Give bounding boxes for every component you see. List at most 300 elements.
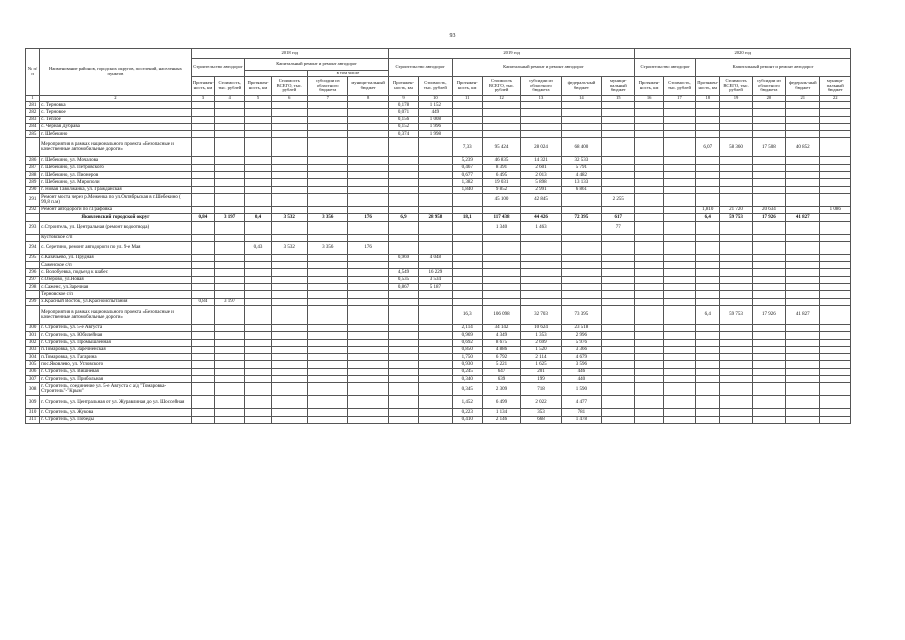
cell-col-6 (271, 193, 307, 206)
cell-col-14: 5 791 (561, 164, 601, 171)
row-number: 295 (26, 254, 40, 261)
cell-col-7 (308, 291, 348, 298)
cell-col-18 (696, 383, 720, 396)
cell-col-16 (635, 361, 663, 368)
cell-col-20 (752, 221, 785, 234)
cell-col-6 (271, 305, 307, 324)
cell-col-10 (419, 396, 452, 409)
cell-col-13 (521, 241, 561, 254)
cell-col-18 (696, 396, 720, 409)
cell-col-8 (348, 368, 388, 375)
cell-col-17 (663, 123, 695, 130)
cell-col-6 (271, 123, 307, 130)
cell-col-18 (696, 354, 720, 361)
cell-col-20 (752, 157, 785, 164)
cell-col-16 (635, 346, 663, 353)
cell-col-8 (348, 269, 388, 276)
cell-col-6 (271, 324, 307, 331)
cell-col-3: 0,84 (191, 214, 214, 221)
cell-col-4 (215, 123, 245, 130)
cell-col-11 (452, 221, 482, 234)
row-number: 281 (26, 102, 40, 109)
cell-col-11: 1,452 (452, 396, 482, 409)
cell-col-19 (720, 109, 752, 116)
cell-col-5 (245, 284, 271, 291)
table-row (26, 332, 851, 339)
header-year-2019: 2019 год (388, 49, 635, 59)
cell-col-20 (752, 131, 785, 138)
cell-col-18 (696, 409, 720, 416)
cell-col-4 (215, 324, 245, 331)
cell-col-10: 1 152 (419, 102, 452, 109)
cell-col-13 (521, 254, 561, 261)
cell-col-19 (720, 396, 752, 409)
header-subsidy: субсидии из областного бюджета (308, 77, 348, 96)
cell-col-10: 4 048 (419, 254, 452, 261)
column-number: 19 (720, 96, 752, 102)
cell-col-15 (602, 131, 635, 138)
cell-col-9 (388, 138, 418, 157)
cell-col-14 (561, 276, 601, 283)
row-number: 286 (26, 157, 40, 164)
table-row (26, 409, 851, 416)
cell-col-5 (245, 376, 271, 383)
cell-col-18 (696, 157, 720, 164)
cell-col-14 (561, 116, 601, 123)
cell-col-20: 17 926 (752, 214, 785, 221)
cell-col-8 (348, 254, 388, 261)
header-construction-2018: Строительство автодорог (191, 59, 245, 77)
cell-col-4 (215, 138, 245, 157)
cell-col-19 (720, 324, 752, 331)
cell-col-22 (820, 339, 851, 346)
cell-col-16 (635, 234, 663, 241)
cell-col-22 (820, 131, 851, 138)
cell-col-11 (452, 116, 482, 123)
cell-col-19 (720, 416, 752, 423)
cell-col-22 (820, 346, 851, 353)
cell-col-16 (635, 241, 663, 254)
cell-col-6 (271, 234, 307, 241)
cell-col-18 (696, 221, 720, 234)
column-number: 17 (663, 96, 695, 102)
cell-col-19 (720, 383, 752, 396)
cell-col-4 (215, 332, 245, 339)
cell-col-8 (348, 396, 388, 409)
cell-col-15 (602, 102, 635, 109)
cell-col-4 (215, 291, 245, 298)
cell-col-16 (635, 276, 663, 283)
row-number: 310 (26, 409, 40, 416)
cell-col-20 (752, 361, 785, 368)
cell-col-14 (561, 269, 601, 276)
cell-col-18: 6,4 (696, 305, 720, 324)
cell-col-9 (388, 291, 418, 298)
cell-col-15 (602, 234, 635, 241)
cell-col-4 (215, 234, 245, 241)
cell-col-3 (191, 186, 214, 193)
column-number: 7 (308, 96, 348, 102)
table-row (26, 102, 851, 109)
cell-col-8 (348, 376, 388, 383)
cell-col-10 (419, 368, 452, 375)
cell-col-15 (602, 361, 635, 368)
cell-col-10: 28 958 (419, 214, 452, 221)
cell-col-14 (561, 131, 601, 138)
cell-col-8 (348, 179, 388, 186)
cell-col-4 (215, 186, 245, 193)
cell-col-5 (245, 131, 271, 138)
cell-col-8 (348, 291, 388, 298)
cell-col-22 (820, 361, 851, 368)
cell-col-16 (635, 376, 663, 383)
row-number: 297 (26, 276, 40, 283)
cell-col-21 (786, 416, 820, 423)
cell-col-17 (663, 116, 695, 123)
cell-col-10 (419, 416, 452, 423)
cell-col-14 (561, 262, 601, 269)
cell-col-5: 0,4 (245, 214, 271, 221)
table-row (26, 368, 851, 375)
table-row (26, 396, 851, 409)
cell-col-8 (348, 346, 388, 353)
cell-col-14: 1 590 (561, 383, 601, 396)
cell-col-13 (521, 291, 561, 298)
cell-col-6 (271, 221, 307, 234)
cell-col-21 (786, 276, 820, 283)
cell-col-7 (308, 206, 348, 213)
cell-col-18 (696, 193, 720, 206)
cell-col-10 (419, 179, 452, 186)
cell-col-15 (602, 116, 635, 123)
cell-col-7 (308, 305, 348, 324)
cell-col-22 (820, 254, 851, 261)
cell-col-18 (696, 179, 720, 186)
cell-col-3 (191, 346, 214, 353)
cell-col-14 (561, 284, 601, 291)
table-row (26, 354, 851, 361)
cell-col-21 (786, 109, 820, 116)
cell-col-17 (663, 284, 695, 291)
cell-col-13: 2 013 (521, 172, 561, 179)
cell-col-13 (521, 102, 561, 109)
cell-col-5 (245, 298, 271, 305)
roads-table (25, 48, 851, 424)
header-no: № п/п (26, 49, 40, 96)
cell-col-9: 0,374 (388, 131, 418, 138)
cell-col-4 (215, 172, 245, 179)
cell-col-22 (820, 157, 851, 164)
cell-col-13: 2 601 (521, 164, 561, 171)
row-name: г. Строитель, ул. Вишневая (40, 368, 192, 375)
cell-col-14 (561, 123, 601, 130)
cell-col-16 (635, 416, 663, 423)
cell-col-20 (752, 102, 785, 109)
cell-col-7 (308, 298, 348, 305)
row-name: с. Серетино, ремонт автодороги по ул. 9-е Мая (40, 241, 192, 254)
row-number (26, 138, 40, 157)
row-name: п.Томаровка, ул. Заречненская (40, 346, 192, 353)
cell-col-5 (245, 138, 271, 157)
header-cost-total: Стоимость ВСЕГО, тыс. рублей (482, 77, 520, 96)
table-row (26, 214, 851, 221)
cell-col-15 (602, 157, 635, 164)
cell-col-11: 1,750 (452, 354, 482, 361)
cell-col-22 (820, 368, 851, 375)
cell-col-12: 1 340 (482, 221, 520, 234)
cell-col-5 (245, 123, 271, 130)
cell-col-12: 45 100 (482, 193, 520, 206)
cell-col-10 (419, 138, 452, 157)
cell-col-16 (635, 138, 663, 157)
cell-col-15 (602, 254, 635, 261)
cell-col-16 (635, 179, 663, 186)
cell-col-20 (752, 332, 785, 339)
header-cost: Стоимость, тыс. рублей (663, 77, 695, 96)
cell-col-6 (271, 396, 307, 409)
cell-col-19 (720, 116, 752, 123)
cell-col-19: 21 720 (720, 206, 752, 213)
row-name: г. Шебекино, ул. Мирополи (40, 179, 192, 186)
header-cost-total: Стоимость ВСЕГО, тыс. рублей (271, 77, 307, 96)
cell-col-9 (388, 346, 418, 353)
row-name: с.Саженс, ул.Заречная (40, 284, 192, 291)
cell-col-15 (602, 409, 635, 416)
cell-col-19 (720, 241, 752, 254)
cell-col-11 (452, 254, 482, 261)
cell-col-8 (348, 109, 388, 116)
table-row (26, 376, 851, 383)
header-construction-2019: Строительство автодорог (388, 59, 452, 77)
cell-col-13: 1 520 (521, 346, 561, 353)
table-row (26, 361, 851, 368)
row-name: г. Строитель, ул. Центральная от ул. Журавлиная до ул. Шоссейная (40, 396, 192, 409)
cell-col-21 (786, 383, 820, 396)
cell-col-19 (720, 332, 752, 339)
cell-col-17 (663, 291, 695, 298)
row-number: 306 (26, 368, 40, 375)
cell-col-11: 2,114 (452, 324, 482, 331)
cell-col-9: 0,969 (388, 254, 418, 261)
cell-col-3 (191, 102, 214, 109)
column-number: 5 (245, 96, 271, 102)
header-repair-2019: Капитальный ремонт и ремонт автодорог (452, 59, 635, 77)
cell-col-15 (602, 346, 635, 353)
row-name: г. Строитель, соединение ул. 5-е Августа с а/д "Томаровка-Строитель"-"Крым" (40, 383, 192, 396)
cell-col-19 (720, 131, 752, 138)
cell-col-16 (635, 368, 663, 375)
cell-col-17 (663, 354, 695, 361)
cell-col-15 (602, 138, 635, 157)
column-number: 18 (696, 96, 720, 102)
cell-col-20: 17 926 (752, 305, 785, 324)
cell-col-16 (635, 262, 663, 269)
cell-col-18 (696, 186, 720, 193)
cell-col-5 (245, 186, 271, 193)
row-number: 304 (26, 354, 40, 361)
cell-col-9 (388, 234, 418, 241)
cell-col-4: 3 197 (215, 298, 245, 305)
row-name: г. Строитель, ул. Промышленная (40, 339, 192, 346)
cell-col-20: 17 508 (752, 138, 785, 157)
cell-col-15 (602, 416, 635, 423)
cell-col-6 (271, 332, 307, 339)
cell-col-13: 5 898 (521, 179, 561, 186)
cell-col-20 (752, 109, 785, 116)
cell-col-20 (752, 396, 785, 409)
column-number: 13 (521, 96, 561, 102)
cell-col-16 (635, 109, 663, 116)
cell-col-18 (696, 102, 720, 109)
row-name: с. Теплое (40, 116, 192, 123)
cell-col-7 (308, 102, 348, 109)
cell-col-10 (419, 262, 452, 269)
table-row (26, 346, 851, 353)
cell-col-22 (820, 396, 851, 409)
table-row (26, 416, 851, 423)
cell-col-10 (419, 234, 452, 241)
cell-col-11 (452, 298, 482, 305)
cell-col-14: 5 976 (561, 339, 601, 346)
cell-col-3 (191, 354, 214, 361)
cell-col-14: 73 395 (561, 305, 601, 324)
cell-col-3 (191, 254, 214, 261)
cell-col-17 (663, 206, 695, 213)
table-row (26, 276, 851, 283)
cell-col-11: 0,345 (452, 383, 482, 396)
cell-col-22 (820, 193, 851, 206)
cell-col-18 (696, 346, 720, 353)
cell-col-17 (663, 234, 695, 241)
cell-col-19 (720, 298, 752, 305)
cell-col-11: 0,340 (452, 376, 482, 383)
cell-col-16 (635, 214, 663, 221)
cell-col-16 (635, 339, 663, 346)
cell-col-14 (561, 221, 601, 234)
cell-col-22 (820, 383, 851, 396)
cell-col-9 (388, 186, 418, 193)
cell-col-11: 0,850 (452, 346, 482, 353)
cell-col-8 (348, 383, 388, 396)
cell-col-16 (635, 131, 663, 138)
cell-col-19 (720, 193, 752, 206)
cell-col-22: 1 086 (820, 206, 851, 213)
cell-col-20 (752, 324, 785, 331)
cell-col-20 (752, 254, 785, 261)
cell-col-5 (245, 305, 271, 324)
cell-col-19 (720, 368, 752, 375)
cell-col-4 (215, 383, 245, 396)
cell-col-20 (752, 193, 785, 206)
cell-col-15: 2 255 (602, 193, 635, 206)
cell-col-12: 2 146 (482, 416, 520, 423)
cell-col-12 (482, 109, 520, 116)
cell-col-3 (191, 376, 214, 383)
cell-col-22 (820, 102, 851, 109)
row-number: 288 (26, 172, 40, 179)
column-number: 16 (635, 96, 663, 102)
cell-col-4 (215, 409, 245, 416)
cell-col-10: 5 187 (419, 284, 452, 291)
cell-col-6 (271, 376, 307, 383)
row-name: с.Озерово, ул.Новая (40, 276, 192, 283)
cell-col-21: 40 852 (786, 138, 820, 157)
cell-col-5 (245, 332, 271, 339)
header-length: Протяжен-ность, км (696, 77, 720, 96)
cell-col-11: 0,410 (452, 416, 482, 423)
table-row (26, 193, 851, 206)
header-municipal: муници-пальный бюджет (820, 77, 851, 96)
table-row (26, 291, 851, 298)
cell-col-14: 2 996 (561, 332, 601, 339)
row-name: п.Томаровка, ул. Гагарина (40, 354, 192, 361)
cell-col-8 (348, 409, 388, 416)
cell-col-5: 0,43 (245, 241, 271, 254)
cell-col-10 (419, 221, 452, 234)
table-row (26, 269, 851, 276)
cell-col-16 (635, 396, 663, 409)
cell-col-18 (696, 339, 720, 346)
cell-col-8 (348, 284, 388, 291)
cell-col-17 (663, 102, 695, 109)
cell-col-4 (215, 157, 245, 164)
cell-col-11 (452, 193, 482, 206)
column-number: 12 (482, 96, 520, 102)
cell-col-14: 3 366 (561, 346, 601, 353)
cell-col-7 (308, 116, 348, 123)
cell-col-3 (191, 221, 214, 234)
cell-col-17 (663, 241, 695, 254)
cell-col-19 (720, 157, 752, 164)
cell-col-7 (308, 179, 348, 186)
column-number: 14 (561, 96, 601, 102)
header-subsidy: субсидии из областного бюджета (752, 77, 785, 96)
cell-col-6 (271, 116, 307, 123)
cell-col-5 (245, 116, 271, 123)
cell-col-17 (663, 172, 695, 179)
cell-col-22 (820, 262, 851, 269)
cell-col-8 (348, 164, 388, 171)
cell-col-21: 41 827 (786, 305, 820, 324)
cell-col-3: 0,84 (191, 298, 214, 305)
cell-col-13: 1 463 (521, 221, 561, 234)
cell-col-12 (482, 269, 520, 276)
cell-col-7 (308, 383, 348, 396)
cell-col-3 (191, 284, 214, 291)
cell-col-3 (191, 234, 214, 241)
column-number: 11 (452, 96, 482, 102)
cell-col-15 (602, 172, 635, 179)
cell-col-5 (245, 354, 271, 361)
cell-col-15 (602, 186, 635, 193)
cell-col-6 (271, 276, 307, 283)
cell-col-12: 19 031 (482, 179, 520, 186)
cell-col-10 (419, 409, 452, 416)
cell-col-22 (820, 116, 851, 123)
cell-col-22 (820, 186, 851, 193)
cell-col-9 (388, 396, 418, 409)
cell-col-13: 2 022 (521, 396, 561, 409)
cell-col-5 (245, 109, 271, 116)
cell-col-6 (271, 383, 307, 396)
cell-col-8 (348, 221, 388, 234)
cell-col-22 (820, 276, 851, 283)
cell-col-16 (635, 305, 663, 324)
row-number (26, 214, 40, 221)
cell-col-11: 0,467 (452, 164, 482, 171)
cell-col-6 (271, 262, 307, 269)
cell-col-17 (663, 262, 695, 269)
